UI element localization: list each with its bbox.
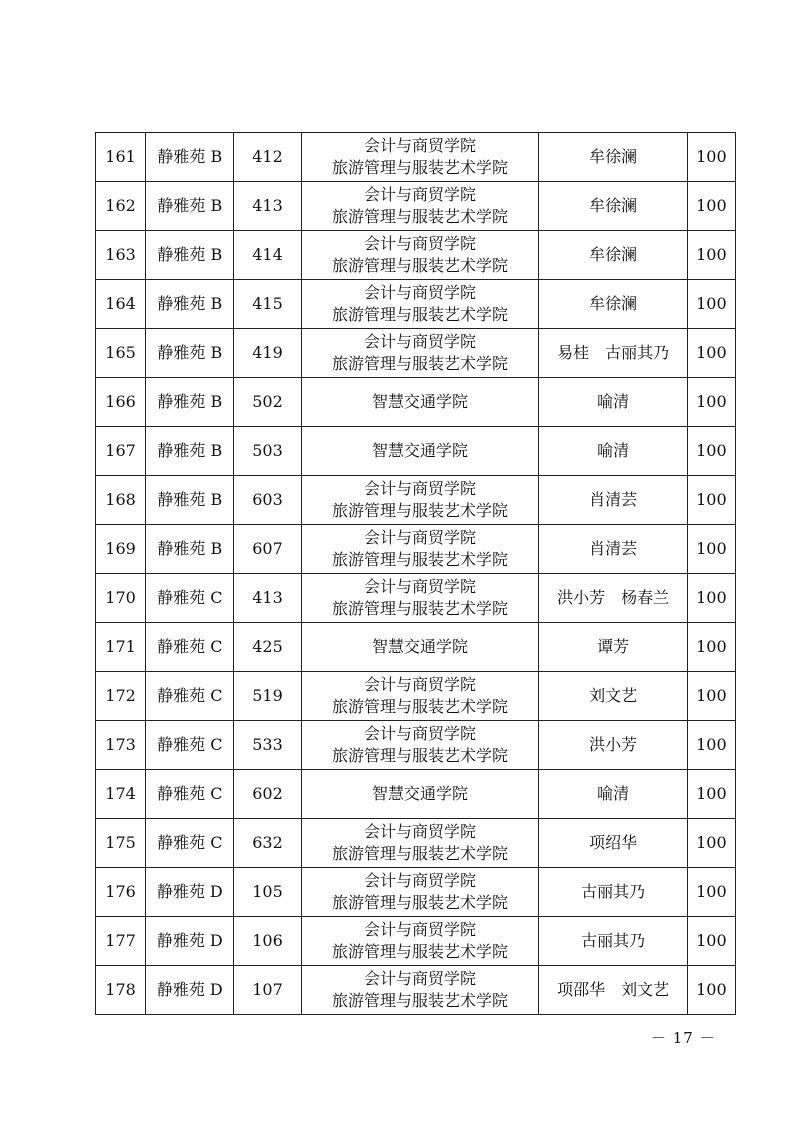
- row-number-cell: 173: [96, 721, 146, 770]
- table-row: [96, 133, 736, 182]
- dormitory-inspection-table: [95, 132, 736, 1015]
- table-row: [96, 868, 736, 917]
- room-cell: 533: [234, 721, 301, 770]
- score-cell: 100: [687, 378, 735, 427]
- table-row: [96, 770, 736, 819]
- college-cell: [301, 280, 539, 329]
- college-name: 会计与商贸学院: [363, 920, 476, 939]
- row-number-cell: 162: [96, 182, 146, 231]
- college-name: 旅游管理与服装艺术学院: [331, 942, 508, 961]
- row-number-cell: 170: [96, 574, 146, 623]
- inspector-names-cell: 易桂 古丽其乃: [539, 329, 687, 378]
- inspector-names-cell: 牟徐澜: [539, 133, 687, 182]
- college-name: 旅游管理与服装艺术学院: [331, 256, 508, 275]
- building-cell: 静雅苑 B: [146, 427, 234, 476]
- score-cell: 100: [687, 868, 735, 917]
- table-row: [96, 966, 736, 1015]
- room-cell: 413: [234, 182, 301, 231]
- college-cell: [301, 182, 539, 231]
- building-cell: 静雅苑 C: [146, 819, 234, 868]
- building-cell: 静雅苑 C: [146, 672, 234, 721]
- college-name: 会计与商贸学院: [363, 969, 476, 988]
- table-row: [96, 623, 736, 672]
- room-cell: 107: [234, 966, 301, 1015]
- score-cell: 100: [687, 329, 735, 378]
- college-name: 旅游管理与服装艺术学院: [331, 158, 508, 177]
- room-cell: 412: [234, 133, 301, 182]
- table-row: [96, 672, 736, 721]
- college-cell: [301, 525, 539, 574]
- college-cell: [301, 868, 539, 917]
- score-cell: 100: [687, 476, 735, 525]
- room-cell: 425: [234, 623, 301, 672]
- table-row: [96, 476, 736, 525]
- inspector-names-cell: 喻清: [539, 770, 687, 819]
- college-cell: [301, 672, 539, 721]
- building-cell: 静雅苑 B: [146, 133, 234, 182]
- building-cell: 静雅苑 B: [146, 182, 234, 231]
- building-cell: 静雅苑 B: [146, 525, 234, 574]
- room-cell: 502: [234, 378, 301, 427]
- college-cell: [301, 917, 539, 966]
- room-cell: 603: [234, 476, 301, 525]
- college-cell: [301, 721, 539, 770]
- row-number-cell: 165: [96, 329, 146, 378]
- inspector-names-cell: 牟徐澜: [539, 231, 687, 280]
- inspector-names-cell: 刘文艺: [539, 672, 687, 721]
- college-cell: [301, 476, 539, 525]
- building-cell: 静雅苑 B: [146, 329, 234, 378]
- row-number-cell: 166: [96, 378, 146, 427]
- score-cell: 100: [687, 525, 735, 574]
- inspector-names-cell: 古丽其乃: [539, 917, 687, 966]
- building-cell: 静雅苑 C: [146, 574, 234, 623]
- score-cell: 100: [687, 917, 735, 966]
- building-cell: 静雅苑 C: [146, 770, 234, 819]
- college-cell: [301, 231, 539, 280]
- score-cell: 100: [687, 427, 735, 476]
- building-cell: 静雅苑 B: [146, 231, 234, 280]
- inspector-names-cell: 洪小芳: [539, 721, 687, 770]
- score-cell: 100: [687, 770, 735, 819]
- row-number-cell: 161: [96, 133, 146, 182]
- row-number-cell: 174: [96, 770, 146, 819]
- table-body: [96, 133, 736, 1015]
- college-cell: [301, 378, 539, 427]
- college-name: 会计与商贸学院: [363, 577, 476, 596]
- college-name: 旅游管理与服装艺术学院: [331, 991, 508, 1010]
- table-row: [96, 378, 736, 427]
- college-name: 会计与商贸学院: [363, 528, 476, 547]
- room-cell: 607: [234, 525, 301, 574]
- college-name: 智慧交通学院: [371, 392, 468, 411]
- score-cell: 100: [687, 721, 735, 770]
- inspection-table-container: [95, 132, 736, 1015]
- score-cell: 100: [687, 231, 735, 280]
- row-number-cell: 164: [96, 280, 146, 329]
- score-cell: 100: [687, 819, 735, 868]
- row-number-cell: 175: [96, 819, 146, 868]
- college-cell: [301, 623, 539, 672]
- college-name: 旅游管理与服装艺术学院: [331, 207, 508, 226]
- college-name: 旅游管理与服装艺术学院: [331, 550, 508, 569]
- inspector-names-cell: 肖清芸: [539, 476, 687, 525]
- inspector-names-cell: 谭芳: [539, 623, 687, 672]
- college-name: 旅游管理与服装艺术学院: [331, 599, 508, 618]
- college-name: 旅游管理与服装艺术学院: [331, 697, 508, 716]
- college-name: 会计与商贸学院: [363, 675, 476, 694]
- score-cell: 100: [687, 966, 735, 1015]
- room-cell: 519: [234, 672, 301, 721]
- building-cell: 静雅苑 D: [146, 868, 234, 917]
- college-name: 旅游管理与服装艺术学院: [331, 893, 508, 912]
- table-row: [96, 525, 736, 574]
- score-cell: 100: [687, 280, 735, 329]
- college-name: 会计与商贸学院: [363, 234, 476, 253]
- college-name: 会计与商贸学院: [363, 136, 476, 155]
- inspector-names-cell: 牟徐澜: [539, 182, 687, 231]
- row-number-cell: 163: [96, 231, 146, 280]
- college-name: 会计与商贸学院: [363, 822, 476, 841]
- room-cell: 503: [234, 427, 301, 476]
- college-name: 智慧交通学院: [371, 637, 468, 656]
- score-cell: 100: [687, 623, 735, 672]
- college-name: 旅游管理与服装艺术学院: [331, 305, 508, 324]
- room-cell: 632: [234, 819, 301, 868]
- score-cell: 100: [687, 133, 735, 182]
- college-name: 智慧交通学院: [371, 441, 468, 460]
- college-cell: [301, 770, 539, 819]
- college-name: 会计与商贸学院: [363, 283, 476, 302]
- building-cell: 静雅苑 B: [146, 378, 234, 427]
- college-cell: [301, 966, 539, 1015]
- inspector-names-cell: 洪小芳 杨春兰: [539, 574, 687, 623]
- college-name: 会计与商贸学院: [363, 479, 476, 498]
- room-cell: 602: [234, 770, 301, 819]
- college-name: 旅游管理与服装艺术学院: [331, 354, 508, 373]
- room-cell: 415: [234, 280, 301, 329]
- room-cell: 414: [234, 231, 301, 280]
- building-cell: 静雅苑 C: [146, 623, 234, 672]
- college-cell: [301, 574, 539, 623]
- page-number: － 17 －: [651, 1029, 716, 1047]
- building-cell: 静雅苑 D: [146, 966, 234, 1015]
- row-number-cell: 167: [96, 427, 146, 476]
- college-cell: [301, 329, 539, 378]
- row-number-cell: 176: [96, 868, 146, 917]
- table-row: [96, 329, 736, 378]
- score-cell: 100: [687, 574, 735, 623]
- score-cell: 100: [687, 672, 735, 721]
- college-cell: [301, 427, 539, 476]
- row-number-cell: 177: [96, 917, 146, 966]
- college-name: 旅游管理与服装艺术学院: [331, 746, 508, 765]
- row-number-cell: 168: [96, 476, 146, 525]
- score-cell: 100: [687, 182, 735, 231]
- college-name: 会计与商贸学院: [363, 185, 476, 204]
- college-name: 会计与商贸学院: [363, 724, 476, 743]
- table-row: [96, 917, 736, 966]
- table-row: [96, 182, 736, 231]
- room-cell: 106: [234, 917, 301, 966]
- inspector-names-cell: 项绍华: [539, 819, 687, 868]
- inspector-names-cell: 喻清: [539, 427, 687, 476]
- college-name: 会计与商贸学院: [363, 871, 476, 890]
- room-cell: 419: [234, 329, 301, 378]
- table-row: [96, 819, 736, 868]
- building-cell: 静雅苑 B: [146, 476, 234, 525]
- row-number-cell: 178: [96, 966, 146, 1015]
- table-row: [96, 721, 736, 770]
- inspector-names-cell: 项邵华 刘文艺: [539, 966, 687, 1015]
- college-name: 旅游管理与服装艺术学院: [331, 844, 508, 863]
- room-cell: 105: [234, 868, 301, 917]
- table-row: [96, 280, 736, 329]
- table-row: [96, 231, 736, 280]
- inspector-names-cell: 喻清: [539, 378, 687, 427]
- room-cell: 413: [234, 574, 301, 623]
- row-number-cell: 171: [96, 623, 146, 672]
- table-row: [96, 427, 736, 476]
- inspector-names-cell: 肖清芸: [539, 525, 687, 574]
- inspector-names-cell: 古丽其乃: [539, 868, 687, 917]
- inspector-names-cell: 牟徐澜: [539, 280, 687, 329]
- college-cell: [301, 133, 539, 182]
- college-name: 旅游管理与服装艺术学院: [331, 501, 508, 520]
- row-number-cell: 169: [96, 525, 146, 574]
- college-name: 会计与商贸学院: [363, 332, 476, 351]
- building-cell: 静雅苑 B: [146, 280, 234, 329]
- table-row: [96, 574, 736, 623]
- college-cell: [301, 819, 539, 868]
- row-number-cell: 172: [96, 672, 146, 721]
- building-cell: 静雅苑 D: [146, 917, 234, 966]
- college-name: 智慧交通学院: [371, 784, 468, 803]
- building-cell: 静雅苑 C: [146, 721, 234, 770]
